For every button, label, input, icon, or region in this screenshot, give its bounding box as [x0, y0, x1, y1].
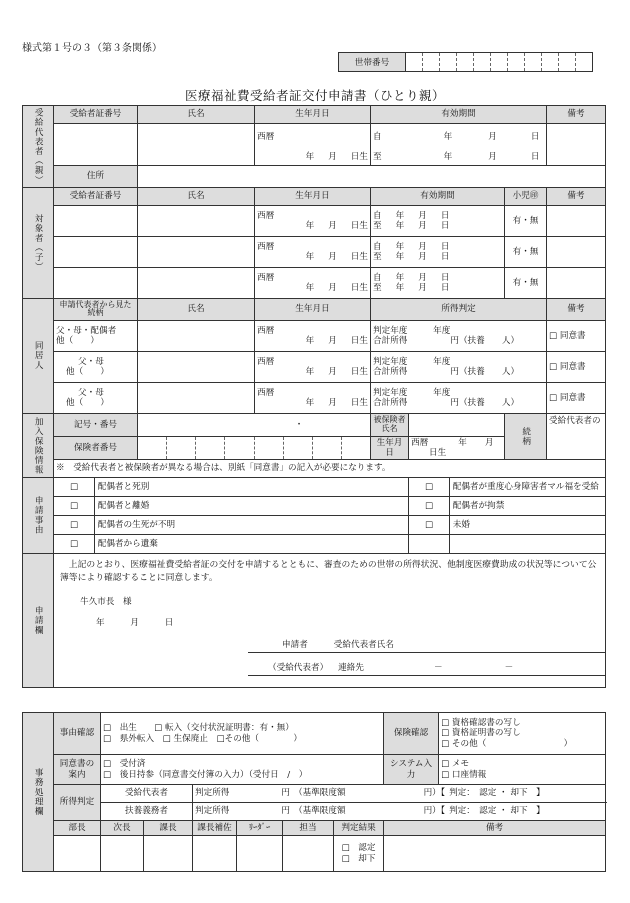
- office-remarks-field[interactable]: [384, 836, 606, 872]
- child-yes-no[interactable]: 有・無: [505, 267, 547, 298]
- remarks-head: 備考: [384, 821, 606, 836]
- event-confirm-label: 事由確認: [54, 713, 101, 755]
- relationship-field[interactable]: 受給代表者の: [547, 413, 606, 459]
- cohab-relation[interactable]: 父・母 他（ ）: [54, 382, 138, 413]
- child-valid-field[interactable]: 自 年 月 日 至 年 月 日: [371, 205, 505, 236]
- relationship-label: 続柄: [505, 413, 547, 459]
- col-child-stamp: 小児㊞: [505, 187, 547, 205]
- child-remarks-field[interactable]: [547, 267, 606, 298]
- col-valid-period: 有効期間: [371, 187, 505, 205]
- col-cert-number: 受給者証番号: [54, 187, 138, 205]
- judgment-row[interactable]: 判定所得 円 （基準限度額 円）【 判定： 認定 ・ 却下 】: [193, 803, 606, 821]
- rep-name-field[interactable]: [138, 124, 255, 166]
- col-dob: 生年月日: [255, 106, 371, 124]
- rep-dob-field[interactable]: 年 月 日生: [255, 149, 371, 165]
- table-row: [23, 236, 606, 267]
- child-name-field[interactable]: [138, 267, 255, 298]
- reason-left-3[interactable]: □ 配偶者から遺棄: [54, 534, 409, 553]
- result-head: 判定結果: [334, 821, 384, 836]
- rep-cert-number-field[interactable]: [54, 124, 138, 166]
- household-number-box[interactable]: [338, 52, 593, 72]
- reason-right-2[interactable]: □ 未婚: [409, 515, 606, 534]
- reason-left-0[interactable]: □ 配偶者と死別: [54, 477, 409, 496]
- reason-right-1[interactable]: □ 配偶者が拘禁: [409, 496, 606, 515]
- result-options[interactable]: □ 認定 □ 却下: [334, 836, 384, 872]
- col-income: 所得判定: [371, 298, 547, 320]
- contact-line[interactable]: （受給代表者） 連絡先 － －: [268, 663, 514, 674]
- col-relation: 申請代表者から見た続柄: [54, 298, 138, 320]
- system-input-label: システム入力: [384, 755, 439, 785]
- cohab-relation[interactable]: 父・母 他（ ）: [54, 351, 138, 382]
- office-table: [22, 712, 606, 872]
- section-insurance: 加入保険情報: [23, 413, 54, 477]
- address-field[interactable]: [138, 165, 606, 187]
- cohab-dob-field[interactable]: 西暦 年 月 日生: [255, 320, 371, 351]
- cohab-consent-checkbox[interactable]: □ 同意書: [547, 320, 606, 351]
- stamp-head: 課長: [144, 821, 193, 836]
- reason-left-2[interactable]: □ 配偶者の生死が不明: [54, 515, 409, 534]
- col-cert-number: 受給者証番号: [54, 106, 138, 124]
- child-remarks-field[interactable]: [547, 236, 606, 267]
- consent-guide-label: 同意書の案内: [54, 755, 101, 785]
- col-name: 氏名: [138, 187, 255, 205]
- stamp-head: 次長: [101, 821, 144, 836]
- col-remarks: 備考: [547, 106, 606, 124]
- child-remarks-field[interactable]: [547, 205, 606, 236]
- rep-valid-to[interactable]: 至 年 月 日: [371, 149, 547, 165]
- cohab-name-field[interactable]: [138, 382, 255, 413]
- consent-statement: 上記のとおり、医療福祉費受給者証の交付を申請するとともに、審査のための世帯の所得状況、他制度医療費助成の状況等について公簿等により確認することに同意します。: [60, 559, 597, 583]
- symbol-number-label: 記号・番号: [54, 413, 138, 436]
- application-table: [22, 105, 606, 688]
- insured-dob-field[interactable]: 西暦 年 月日生: [409, 436, 505, 459]
- child-yes-no[interactable]: 有・無: [505, 236, 547, 267]
- cohab-income-field[interactable]: 判定年度 年度 合計所得 円（扶養 人）: [371, 382, 547, 413]
- col-dob: 生年月日: [255, 187, 371, 205]
- child-cert-number-field[interactable]: [54, 236, 138, 267]
- child-cert-number-field[interactable]: [54, 267, 138, 298]
- stamp-box[interactable]: [144, 836, 193, 872]
- reason-right-0[interactable]: □ 配偶者が重度心身障害者マル福を受給: [409, 477, 606, 496]
- section-application: 申請欄: [23, 553, 54, 687]
- cohab-dob-field[interactable]: 西暦 年 月 日生: [255, 351, 371, 382]
- stamp-box[interactable]: [283, 836, 334, 872]
- stamp-box[interactable]: [101, 836, 144, 872]
- insurance-confirm-options[interactable]: □ 資格確認書の写し □ 資格証明書の写し □ その他（ ）: [439, 713, 606, 755]
- reason-right-empty: [409, 534, 606, 553]
- form-title: 医療福祉費受給者証交付申請書（ひとり親）: [184, 88, 445, 103]
- col-name: 氏名: [138, 298, 255, 320]
- section-cohabitant: 同居人: [23, 298, 54, 413]
- cohab-income-field[interactable]: 判定年度 年度 合計所得 円（扶養 人）: [371, 320, 547, 351]
- cohab-consent-checkbox[interactable]: □ 同意書: [547, 351, 606, 382]
- application-area: [54, 553, 606, 687]
- cohab-consent-checkbox[interactable]: □ 同意書: [547, 382, 606, 413]
- reason-left-1[interactable]: □ 配偶者と離婚: [54, 496, 409, 515]
- child-dob-field[interactable]: 西暦 年 月 日生: [255, 236, 371, 267]
- system-input-options[interactable]: □ メモ □ 口座情報: [439, 755, 606, 785]
- table-row: [23, 382, 606, 413]
- rep-remarks-field[interactable]: [547, 124, 606, 166]
- judgment-who: 受給代表者: [101, 785, 193, 803]
- col-valid-period: 有効期間: [371, 106, 547, 124]
- cohab-income-field[interactable]: 判定年度 年度 合計所得 円（扶養 人）: [371, 351, 547, 382]
- rep-valid-from[interactable]: 自 年 月 日: [371, 124, 547, 150]
- application-date[interactable]: 年 月 日: [96, 617, 174, 628]
- symbol-number-field[interactable]: ・: [138, 413, 371, 436]
- child-valid-field[interactable]: 自 年 月 日 至 年 月 日: [371, 236, 505, 267]
- child-dob-field[interactable]: 西暦 年 月 日生: [255, 267, 371, 298]
- col-dob: 生年月日: [255, 298, 371, 320]
- table-row: [23, 267, 606, 298]
- consent-guide-options[interactable]: □ 受付済 □ 後日持参（同意書交付簿の入力）（受付日 / ）: [101, 755, 384, 785]
- insured-name-field[interactable]: [409, 413, 505, 436]
- insurer-number-field[interactable]: [138, 436, 371, 459]
- stamp-box[interactable]: [54, 836, 101, 872]
- section-office: 事務処理欄: [23, 713, 54, 872]
- table-row: [23, 320, 606, 351]
- table-row: [23, 205, 606, 236]
- cohab-dob-field[interactable]: 西暦 年 月 日生: [255, 382, 371, 413]
- income-judgment-label: 所得判定: [54, 785, 101, 821]
- form-number: 様式第１号の３（第３条関係）: [22, 43, 162, 54]
- stamp-head: 部長: [54, 821, 101, 836]
- section-representative: 受給代表者（親）: [23, 106, 54, 188]
- section-subject: 対象者（子）: [23, 187, 54, 298]
- stamp-box[interactable]: [237, 836, 283, 872]
- stamp-box[interactable]: [193, 836, 237, 872]
- addressee: 牛久市長 様: [80, 597, 132, 608]
- col-remarks: 備考: [547, 187, 606, 205]
- applicant-line[interactable]: 申請者 受給代表者氏名: [282, 639, 394, 650]
- rep-dob-era: 西暦: [255, 124, 371, 150]
- insured-name-label: 被保険者氏名: [371, 413, 409, 436]
- cohab-name-field[interactable]: [138, 351, 255, 382]
- table-row: [23, 351, 606, 382]
- insurance-note: ※ 受給代表者と被保険者が異なる場合は、別紙「同意書」の記入が必要になります。: [54, 459, 606, 477]
- address-label: 住所: [54, 165, 138, 187]
- stamp-head: 担当: [283, 821, 334, 836]
- cohab-relation[interactable]: 父・母・配偶者 他（ ）: [54, 320, 138, 351]
- judgment-who: 扶養義務者: [101, 803, 193, 821]
- col-remarks: 備考: [547, 298, 606, 320]
- child-name-field[interactable]: [138, 236, 255, 267]
- insurer-number-label: 保険者番号: [54, 436, 138, 459]
- child-yes-no[interactable]: 有・無: [505, 205, 547, 236]
- section-reason: 申請事由: [23, 477, 54, 553]
- child-valid-field[interactable]: 自 年 月 日 至 年 月 日: [371, 267, 505, 298]
- child-cert-number-field[interactable]: [54, 205, 138, 236]
- event-confirm-options[interactable]: □ 出生 □ 転入（交付状況証明書：有・無） □ 県外転入 □ 生保廃止 □その他（ ）: [101, 713, 384, 755]
- col-name: 氏名: [138, 106, 255, 124]
- stamp-head: 課長補佐: [193, 821, 237, 836]
- child-name-field[interactable]: [138, 205, 255, 236]
- insurance-confirm-label: 保険確認: [384, 713, 439, 755]
- household-number-label: 世帯番号: [339, 53, 406, 71]
- stamp-head: ﾘｰﾀﾞｰ: [237, 821, 283, 836]
- insured-dob-label: 生年月日: [371, 436, 409, 459]
- judgment-row[interactable]: 判定所得 円 （基準限度額 円）【 判定： 認定 ・ 却下 】: [193, 785, 606, 803]
- child-dob-field[interactable]: 西暦 年 月 日生: [255, 205, 371, 236]
- cohab-name-field[interactable]: [138, 320, 255, 351]
